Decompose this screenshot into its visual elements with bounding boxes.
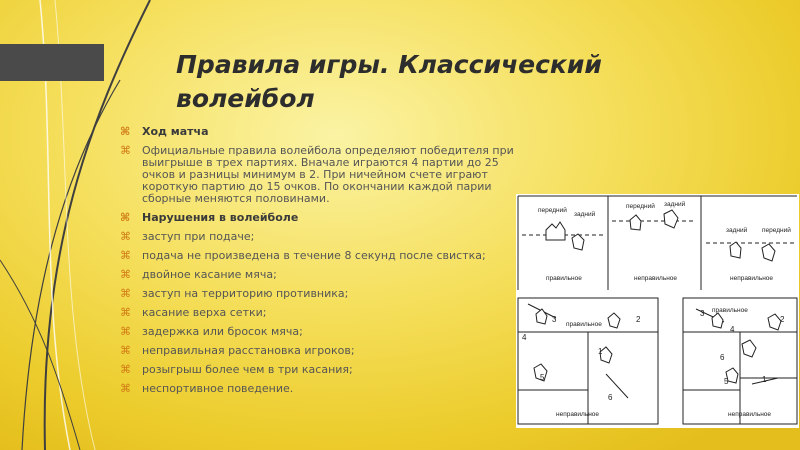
bullet-violation: ⌘ двойное касание мяча; [120, 269, 530, 281]
panel-caption: неправильное [730, 275, 774, 282]
panel-label: передний [762, 227, 791, 234]
bullet-violation: ⌘ заступ при подаче; [120, 231, 530, 243]
bullet-list [120, 126, 530, 395]
bullet-violation: ⌘ неправильная расстановка игроков; [120, 345, 530, 357]
panel-caption: неправильное [634, 275, 678, 282]
position-number: 5 [540, 373, 545, 382]
panel-caption: правильное [566, 321, 602, 328]
panel-label: задний [726, 227, 748, 234]
panel-label: задний [664, 201, 686, 208]
panel-caption: правильное [712, 307, 748, 314]
slide-title: Правила игры. Классический волейбол [176, 50, 602, 113]
bullet-violation: ⌘ заступ на территорию противника; [120, 288, 530, 300]
bullet-violation: ⌘ задержка или бросок мяча; [120, 326, 530, 338]
position-number: 3 [552, 315, 557, 324]
position-number: 1 [762, 375, 767, 384]
position-number: 6 [720, 353, 725, 362]
panel-caption: неправильное [556, 411, 600, 418]
position-number: 5 [724, 377, 729, 386]
bullet-violation: ⌘ неспортивное поведение. [120, 383, 530, 395]
panel-caption: правильное [546, 275, 582, 282]
position-number: 6 [608, 393, 613, 402]
panel-label: передний [626, 203, 655, 210]
bullet-violation: ⌘ розыгрыш более чем в три касания; [120, 364, 530, 376]
rotation-diagram [516, 194, 799, 428]
title-accent-bar [0, 44, 104, 81]
position-number: 2 [636, 315, 641, 324]
panel-label: задний [574, 211, 596, 218]
bullet-violation: ⌘ подача не произведена в течение 8 секунд после свистка; [120, 250, 530, 262]
bullet-rules-text: ⌘ Официальные правила волейбола определяют победителя при выигрыше в трех партиях. Вначале играются 4 партии до 25 очков и разницы минимум в 2. При ничейном счете играют короткую партию до 15 очков. По окончании каждой парии сборные меняются половинами. [120, 145, 530, 205]
position-number: 2 [780, 315, 785, 324]
bullet-heading-violations: ⌘ Нарушения в волейболе [120, 212, 530, 224]
panel-caption: неправильное [728, 411, 772, 418]
position-number: 1 [598, 347, 603, 356]
position-number: 4 [730, 325, 735, 334]
position-number: 4 [522, 333, 527, 342]
bullet-violation: ⌘ касание верха сетки; [120, 307, 530, 319]
bullet-heading-match: ⌘ Ход матча [120, 126, 530, 138]
panel-label: передний [538, 207, 567, 214]
position-number: 3 [700, 309, 705, 318]
